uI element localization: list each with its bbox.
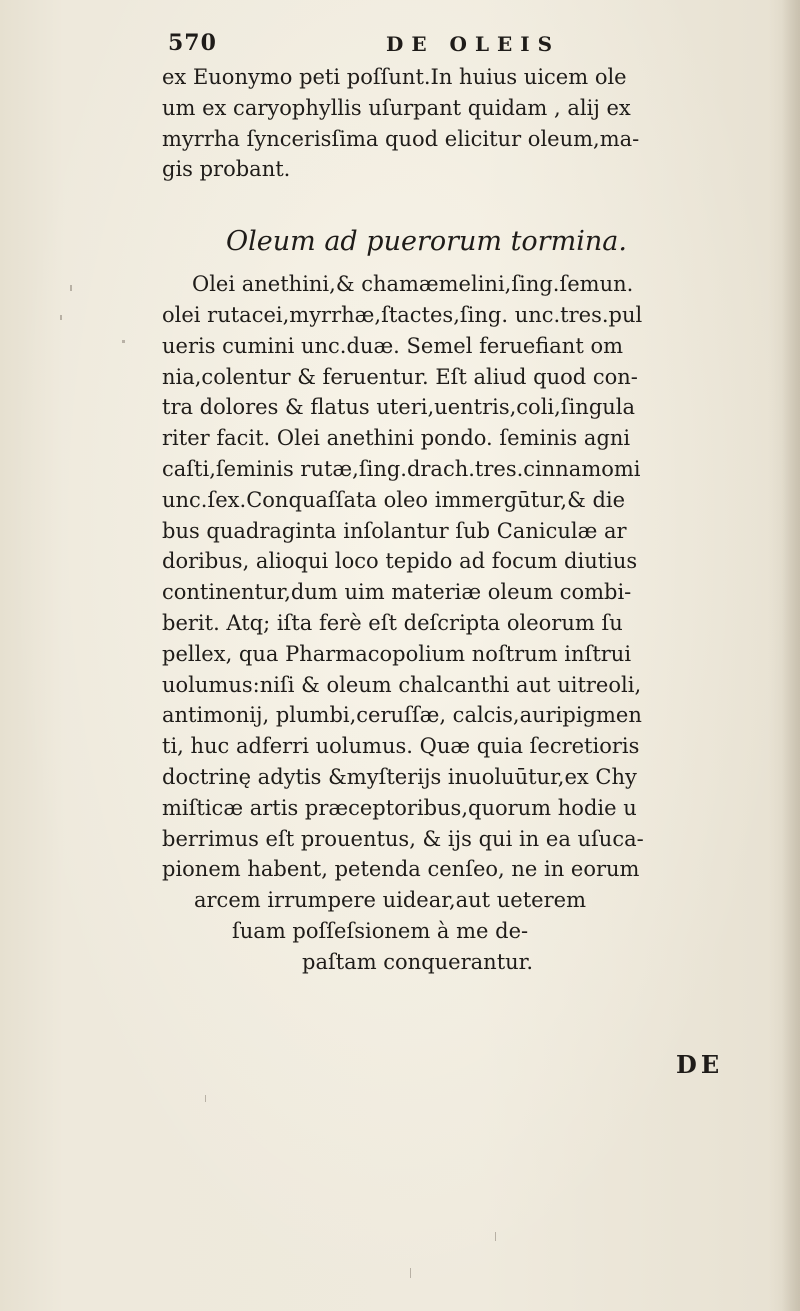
text-line: gis probant. xyxy=(162,157,291,182)
text-line: nia,colentur & feruentur. Eſt aliud quod con- xyxy=(162,364,638,389)
text-line: caſti,ſeminis rutæ,ſing.drach.tres.cinnamomi xyxy=(162,456,641,481)
text-line: continentur,dum uim materiæ oleum combi- xyxy=(162,580,632,605)
text-line: tra dolores & flatus uteri,uentris,coli,ſingula xyxy=(162,395,636,420)
text-line: uolumus:niſi & oleum chalcanthi aut uitreoli, xyxy=(162,672,642,697)
text-line: ti, huc adferri uolumus. Quæ quia ſecretioris xyxy=(162,734,640,759)
text-line: bus quadraginta inſolantur ſub Caniculæ ar xyxy=(162,518,627,543)
page-edge-shadow xyxy=(782,0,800,1311)
section-heading: Oleum ad puerorum tormina. xyxy=(226,226,627,258)
text-line: miſticæ artis præceptoribus,quorum hodie u xyxy=(162,795,637,820)
paper-speck xyxy=(122,340,125,343)
text-line: olei rutacei,myrrhæ,ſtactes,ſing. unc.tres.pul xyxy=(162,302,643,327)
section-gap xyxy=(162,185,772,219)
text-line: riter facit. Olei anethini pondo. ſeminis agni xyxy=(162,426,631,451)
text-line: berit. Atq; iſta ferè eſt deſcripta oleorum ſu xyxy=(162,610,623,635)
running-head xyxy=(168,30,598,62)
text-line: doctrinę adytis &myſterijs inuoluūtur,ex Chy xyxy=(162,764,637,789)
running-title: DE OLEIS xyxy=(386,32,561,56)
text-line: doribus, alioqui loco tepido ad focum diutius xyxy=(162,549,638,574)
text-block xyxy=(162,62,772,978)
text-line: ſuam poſſeſsionem à me de- xyxy=(232,918,529,943)
text-line: arcem irrumpere uidear,aut ueterem xyxy=(194,888,586,913)
paper-speck xyxy=(205,1095,206,1102)
text-line: Olei anethini,& chamæmelini,ſing.ſemun. xyxy=(192,272,634,297)
text-line: pionem habent, petenda cenſeo, ne in eorum xyxy=(162,857,640,882)
catchword: DE xyxy=(676,1050,724,1079)
text-line: myrrha ſyncerisſima quod elicitur oleum,ma- xyxy=(162,126,640,151)
paper-speck xyxy=(495,1232,496,1241)
text-line: antimonij, plumbi,ceruſſæ, calcis,auripigmen xyxy=(162,703,642,728)
paper-speck xyxy=(60,315,62,320)
text-line: pellex, qua Pharmacopolium noſtrum inſtrui xyxy=(162,641,632,666)
text-line: berrimus eſt prouentus, & ijs qui in ea uſuca- xyxy=(162,826,644,851)
paper-speck xyxy=(410,1268,411,1278)
text-line: um ex caryophyllis uſurpant quidam , alij ex xyxy=(162,95,631,120)
text-line: ex Euonymo peti poſſunt.In huius uicem ole xyxy=(162,65,627,89)
paper-speck xyxy=(70,285,72,291)
page-number: 570 xyxy=(168,30,217,56)
text-line: unc.ſex.Conquaſſata oleo immergūtur,& die xyxy=(162,487,626,512)
text-line: ueris cumini unc.duæ. Semel feruefiant om xyxy=(162,333,623,358)
text-line: paſtam conquerantur. xyxy=(302,949,534,974)
